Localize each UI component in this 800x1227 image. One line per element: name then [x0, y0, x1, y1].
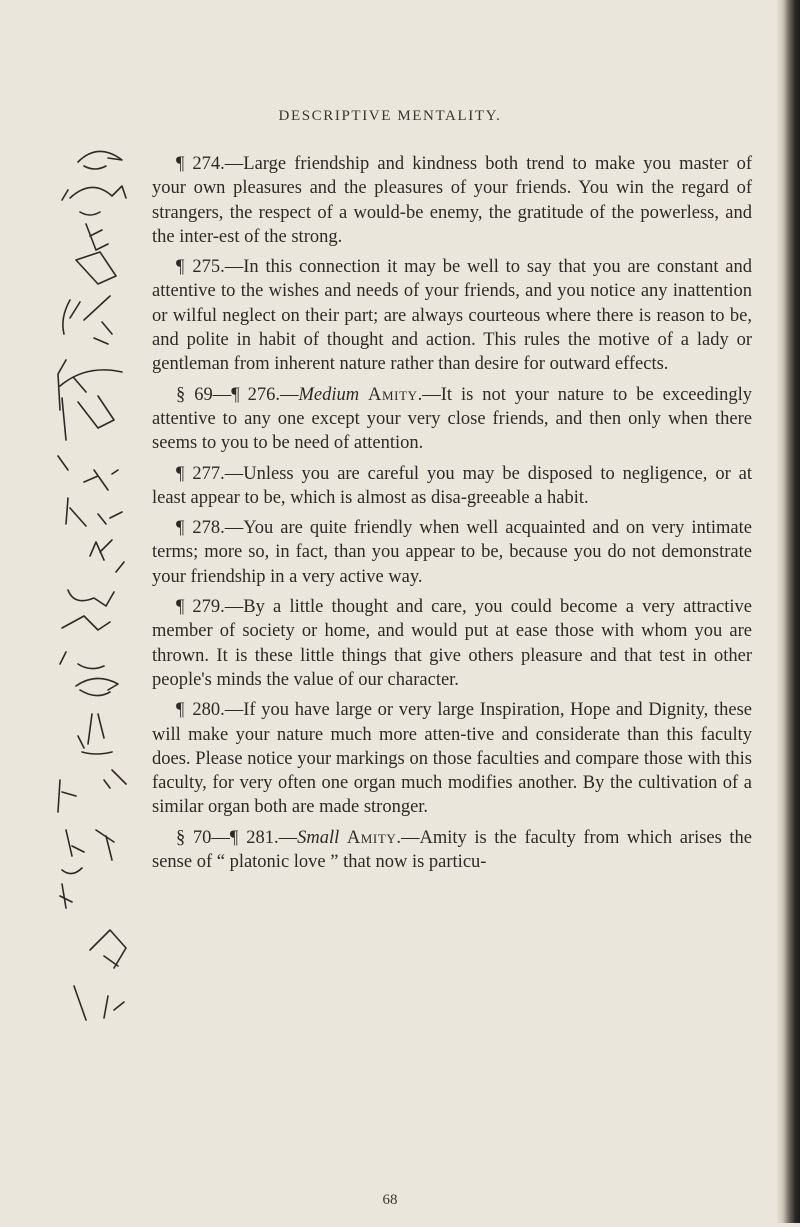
- paragraph-280: ¶ 280.—If you have large or very large Inspiration, Hope and Dignity, these will make your nature much more atten-tive and considerate than this faculty does. Please notice your markings on those faculties and compare those with this faculty, for very often one organ much modifies another. By the cultivation of a similar organ both are made stronger.: [152, 700, 752, 818]
- page-edge-shadow: [776, 0, 800, 1223]
- section-mark: § 70—: [176, 827, 230, 848]
- paragraph-text: —Unless you are careful you may be disposed to negligence, or at least appear to be, which is almost as disa-greeable a habit.: [152, 463, 752, 508]
- mark-7: [62, 396, 114, 440]
- pilcrow: ¶: [176, 700, 185, 721]
- paragraph-number: 281: [246, 827, 274, 848]
- mark-9: [66, 498, 122, 526]
- degree-label: Medium: [298, 384, 360, 405]
- mark-17: [66, 830, 114, 860]
- mark-3: [86, 224, 108, 250]
- pilcrow: ¶: [176, 257, 185, 278]
- paragraph-number: 278: [192, 518, 221, 539]
- degree-label: Small: [297, 827, 340, 848]
- paragraph-277: ¶ 277.—Unless you are careful you may be disposed to negligence, or at least appear to be, which is almost as disa-greeable a habit.: [152, 463, 752, 508]
- paragraph-text: —Amity is the faculty from which arises the sense of “ platonic love ” that now is particu-: [152, 827, 753, 873]
- mark-4: [70, 252, 116, 320]
- paragraph-text: —It is not your nature to be exceedingly attentive to any one except your very close friends, and then only when there seems to you to be need of attention.: [152, 384, 753, 454]
- handwritten-marks-drawing: [0, 0, 150, 1223]
- mark-12: [62, 616, 110, 630]
- paragraph-text: —You are quite friendly when well acquainted and on very intimate terms; more so, in fact, than you appear to be, because you do not demonstrate your friendship in a very active way.: [152, 518, 752, 587]
- mark-18: [60, 868, 82, 908]
- page-number: 68: [382, 1192, 398, 1208]
- running-head: DESCRIPTIVE MENTALITY.: [278, 108, 502, 124]
- pilcrow: ¶: [176, 518, 185, 539]
- body-text: [152, 152, 752, 880]
- paragraph-275: ¶ 275.—In this connection it may be well to say that you are constant and attentive to the wishes and needs of your friends, and you notice any inattention or wilful neglect on their part; are always courteous where there is reason to be, and polite in habit of thought and action. This rules the motive of a lady or gentleman from inherent nature rather than desire for outward effects.: [152, 257, 752, 375]
- paragraph-text: —In this connection it may be well to say that you are constant and attentive to the wishes and needs of your friends, and you notice any inattention or wilful neglect on their part; are always courteous where there is reason to be, and polite in habit of thought and action. This rules the motive of a lady or gentleman from inherent nature rather than desire for outward effects.: [152, 257, 752, 375]
- faculty-heading: Amity: [346, 827, 397, 848]
- section-mark: § 69—: [176, 384, 232, 405]
- mark-16: [58, 770, 126, 812]
- mark-6: [58, 360, 122, 410]
- paragraph-text: —Large friendship and kindness both trend to make you master of your own pleasures and the pleasures of your friends. You win the regard of strangers, the respect of a would-be enemy, the gratitude of the powerless, and the inter-est of the strong.: [152, 154, 752, 247]
- pilcrow: ¶: [231, 384, 240, 405]
- paragraph-274: ¶ 274.—Large friendship and kindness both trend to make you master of your own pleasures and the pleasures of your friends. You win the regard of strangers, the respect of a would-be enemy, the gratitude of the powerless, and the inter-est of the strong.: [152, 154, 752, 247]
- mark-20: [74, 986, 124, 1020]
- mark-10: [90, 540, 112, 560]
- paragraph-number: 279: [192, 597, 221, 618]
- paragraph-number: 280: [192, 700, 221, 721]
- paragraph-number: 274: [192, 154, 221, 174]
- faculty-heading: Amity: [368, 384, 418, 405]
- mark-13: [60, 652, 104, 669]
- pilcrow: ¶: [176, 154, 185, 174]
- mark-15: [78, 714, 112, 754]
- pilcrow: ¶: [176, 463, 185, 484]
- mark-2: [62, 186, 126, 215]
- paragraph-number: 276: [247, 384, 276, 405]
- mark-8: [58, 456, 118, 490]
- mark-1: [78, 151, 122, 169]
- paragraph-278: ¶ 278.—You are quite friendly when well acquainted and on very intimate terms; more so, in fact, than you appear to be, because you do not demonstrate your friendship in a very active way.: [152, 518, 752, 587]
- margin-annotations: [0, 0, 150, 1223]
- pilcrow: ¶: [176, 597, 185, 618]
- paragraph-281: § 70—¶ 281.—Small Amity.—Amity is the faculty from which arises the sense of “ platonic love ” that now is particu-: [152, 827, 753, 873]
- mark-19: [90, 930, 126, 968]
- paragraph-number: 275: [192, 257, 221, 278]
- mark-14: [76, 678, 118, 695]
- paragraph-276: § 69—¶ 276.—Medium Amity.—It is not your nature to be exceedingly attentive to any one except your very close friends, and then only when there seems to you to be need of attention.: [152, 384, 753, 454]
- paragraph-text: —If you have large or very large Inspiration, Hope and Dignity, these will make your nature much more atten-tive and considerate than this faculty does. Please notice your markings on those faculties and compare those with this faculty, for very often one organ much modifies another. By the cultivation of a similar organ both are made stronger.: [152, 700, 752, 818]
- pilcrow: ¶: [229, 827, 239, 848]
- paragraph-number: 277: [192, 463, 221, 484]
- mark-5: [63, 300, 112, 344]
- mark-11: [68, 562, 124, 606]
- paragraph-279: ¶ 279.—By a little thought and care, you could become a very attractive member of society or home, and would put at ease those with whom you are thrown. It is these little things that give others pleasure and that test in other people's minds the value of our character.: [152, 597, 752, 690]
- paragraph-text: —By a little thought and care, you could become a very attractive member of society or home, and would put at ease those with whom you are thrown. It is these little things that give others pleasure and that test in other people's minds the value of our character.: [152, 597, 752, 690]
